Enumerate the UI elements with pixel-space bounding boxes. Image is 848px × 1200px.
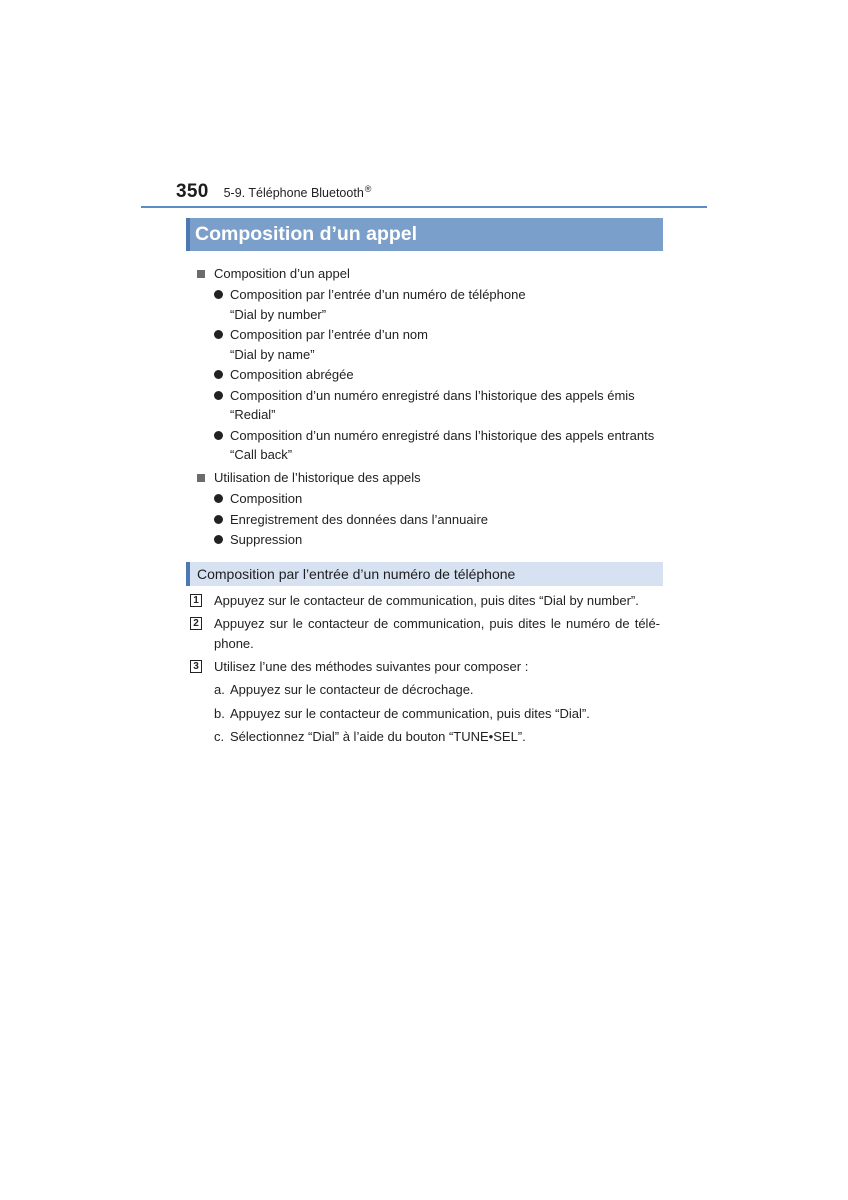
bullet-dot-icon	[214, 515, 223, 524]
voice-command: “Dial by name”	[230, 346, 315, 362]
step-text: Appuyez sur le contacteur de communication, puis dites “Dial by number”.	[214, 593, 639, 608]
main-title-bar	[186, 218, 663, 251]
list-item-text: Composition abrégée	[230, 367, 354, 382]
list-item	[197, 325, 654, 364]
sub-step-b	[214, 704, 590, 724]
list-item-text: Composition d’un numéro enregistré dans l’historique des appels émis	[230, 387, 635, 403]
square-bullet-icon	[197, 270, 205, 278]
sub-step-c	[214, 727, 526, 747]
list-item	[197, 386, 654, 425]
registered-mark: ®	[364, 184, 372, 194]
list-item	[197, 285, 654, 324]
voice-command: “Redial”	[230, 407, 276, 422]
page-header	[176, 181, 371, 203]
list-item	[197, 489, 488, 509]
voice-command: “Call back”	[230, 447, 293, 462]
list-item	[197, 426, 654, 465]
square-bullet-icon	[197, 474, 205, 482]
header-divider	[141, 206, 707, 208]
list-item-text: Composition	[230, 491, 303, 506]
main-title: Composition d’un appel	[195, 223, 418, 245]
section-label	[224, 184, 372, 200]
step-3	[190, 657, 660, 677]
group-heading-text: Utilisation de l’historique des appels	[214, 470, 421, 485]
step-2	[190, 614, 660, 654]
list-item-text: Enregistrement des données dans l’annuaire	[230, 511, 489, 527]
group-dialing-methods	[197, 264, 654, 465]
sub-step-a	[214, 680, 474, 700]
bullet-dot-icon	[214, 494, 223, 503]
step-number-box: 1	[190, 594, 202, 607]
section-label-text: 5-9. Téléphone Bluetooth	[223, 186, 364, 200]
sub-step-text: Sélectionnez “Dial” à l’aide du bouton “TUNE•SEL”.	[230, 729, 526, 744]
step-text: Appuyez sur le contacteur de communication, puis dites le numéro de télé-phone.	[214, 616, 660, 651]
group-heading	[197, 264, 654, 284]
step-number-box: 2	[190, 617, 202, 630]
list-item-text: Composition par l’entrée d’un nom	[230, 327, 428, 342]
page-number: 350	[176, 181, 209, 202]
step-number-box: 3	[190, 660, 202, 673]
group-heading	[197, 468, 488, 488]
sub-step-text: Appuyez sur le contacteur de communication, puis dites “Dial”.	[230, 706, 590, 721]
step-text: Utilisez l’une des méthodes suivantes pour composer :	[214, 659, 529, 674]
step-1	[190, 591, 660, 611]
bullet-dot-icon	[214, 535, 223, 544]
bullet-dot-icon	[214, 391, 223, 400]
list-item-text: Composition d’un numéro enregistré dans l’historique des appels entrants	[230, 427, 655, 443]
subsection-title: Composition par l’entrée d’un numéro de téléphone	[197, 566, 516, 582]
bullet-dot-icon	[214, 330, 223, 339]
list-item-text: Suppression	[230, 532, 303, 547]
sub-step-letter: b.	[214, 706, 225, 721]
list-item-text: Composition par l’entrée d’un numéro de téléphone	[230, 287, 526, 302]
sub-step-letter: c.	[214, 729, 225, 744]
bullet-dot-icon	[214, 370, 223, 379]
sub-step-letter: a.	[214, 682, 225, 697]
group-heading-text: Composition d’un appel	[214, 266, 350, 281]
voice-command: “Dial by number”	[230, 306, 327, 322]
bullet-dot-icon	[214, 431, 223, 440]
group-call-history	[197, 468, 488, 550]
sub-step-text: Appuyez sur le contacteur de décrochage.	[230, 682, 474, 697]
list-item	[197, 510, 488, 530]
bullet-dot-icon	[214, 290, 223, 299]
subsection-title-bar	[186, 562, 663, 586]
list-item	[197, 365, 654, 385]
list-item	[197, 530, 488, 550]
